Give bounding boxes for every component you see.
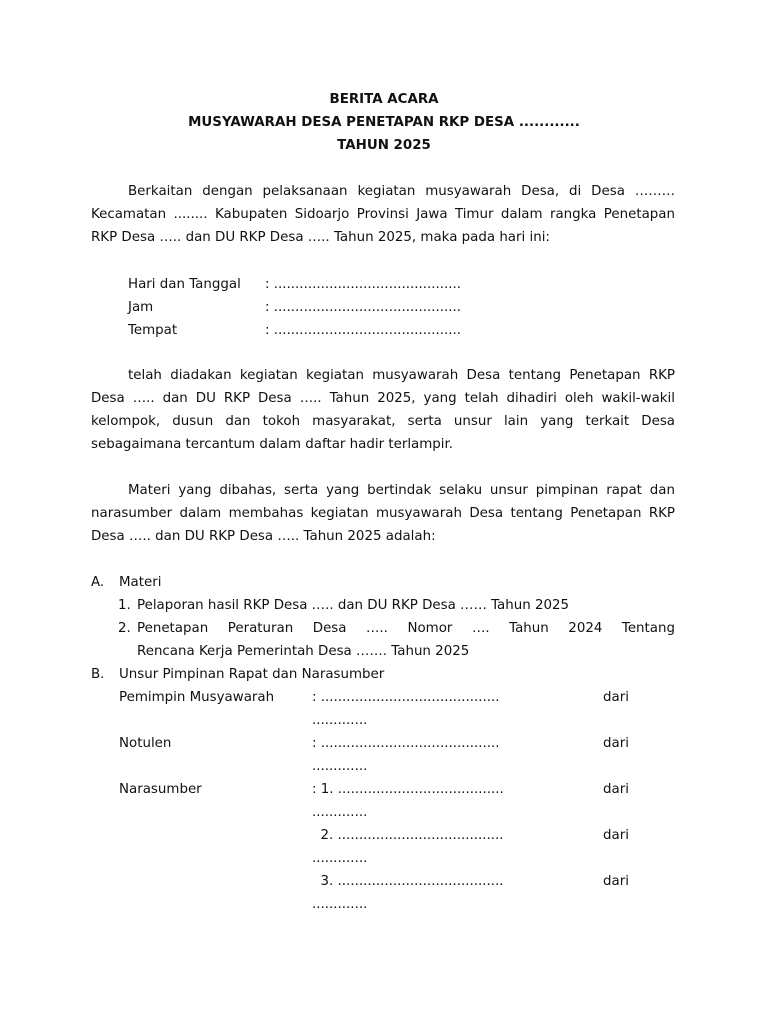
body-paragraph-2: Materi yang dibahas, serta yang bertindak selaku unsur pimpinan rapat dan narasumber dalam membahas kegiatan musyawarah Desa tentang Penetapan RKP Desa ….. dan DU RKP Desa ….. Tahun 2025 adalah:: [91, 483, 675, 544]
detail-label: Hari dan Tanggal: [128, 277, 241, 292]
detail-value: : ............................................: [265, 277, 462, 292]
role-cont: .............: [312, 713, 368, 728]
role-dari: dari: [603, 874, 629, 889]
section-b-marker: B.: [91, 667, 105, 682]
role-label: Notulen: [119, 736, 172, 751]
detail-label: Jam: [128, 300, 154, 315]
role-value: : ..........................................: [312, 690, 500, 705]
role-value: 3. .......................................: [312, 874, 504, 889]
detail-value: : ............................................: [265, 323, 462, 338]
role-dari: dari: [603, 828, 629, 843]
doc-title-line2: MUSYAWARAH DESA PENETAPAN RKP DESA ............: [188, 115, 580, 130]
role-cont: .............: [312, 851, 368, 866]
role-label: Narasumber: [119, 782, 202, 797]
role-value: : 1. .......................................: [312, 782, 504, 797]
role-value: 2. .......................................: [312, 828, 504, 843]
list-item-text: Rencana Kerja Pemerintah Desa ……. Tahun 2025: [137, 644, 470, 659]
list-item-text: Pelaporan hasil RKP Desa ….. dan DU RKP Desa …… Tahun 2025: [137, 598, 570, 613]
detail-label: Tempat: [128, 323, 178, 338]
role-cont: .............: [312, 759, 368, 774]
list-item-text: Penetapan Peraturan Desa ….. Nomor …. Tahun 2024 Tentang: [137, 621, 675, 636]
body-paragraph-1: telah diadakan kegiatan kegiatan musyawarah Desa tentang Penetapan RKP Desa ….. dan DU RKP Desa ….. Tahun 2025, yang telah dihadiri oleh wakil-wakil kelompok, dusun dan tokoh masyarakat, serta unsur lain yang terkait Desa sebagaimana tercantum dalam daftar hadir terlampir.: [91, 368, 675, 452]
doc-title-line3: TAHUN 2025: [337, 138, 431, 153]
role-dari: dari: [603, 690, 629, 705]
section-b-title: Unsur Pimpinan Rapat dan Narasumber: [119, 667, 385, 682]
role-cont: .............: [312, 897, 368, 912]
role-value: : ..........................................: [312, 736, 500, 751]
role-cont: .............: [312, 805, 368, 820]
role-dari: dari: [603, 782, 629, 797]
list-item-number: 2.: [118, 621, 131, 636]
role-dari: dari: [603, 736, 629, 751]
role-label: Pemimpin Musyawarah: [119, 690, 275, 705]
detail-value: : ............................................: [265, 300, 462, 315]
list-item-number: 1.: [118, 598, 131, 613]
doc-title-line1: BERITA ACARA: [329, 92, 439, 107]
section-a-title: Materi: [119, 575, 162, 590]
section-a-marker: A.: [91, 575, 105, 590]
intro-paragraph: Berkaitan dengan pelaksanaan kegiatan musyawarah Desa, di Desa ……… Kecamatan ........ Kabupaten Sidoarjo Provinsi Jawa Timur dalam rangka Penetapan RKP Desa ….. dan DU RKP Desa ….. Tahun 2025, maka pada hari ini:: [91, 184, 675, 245]
